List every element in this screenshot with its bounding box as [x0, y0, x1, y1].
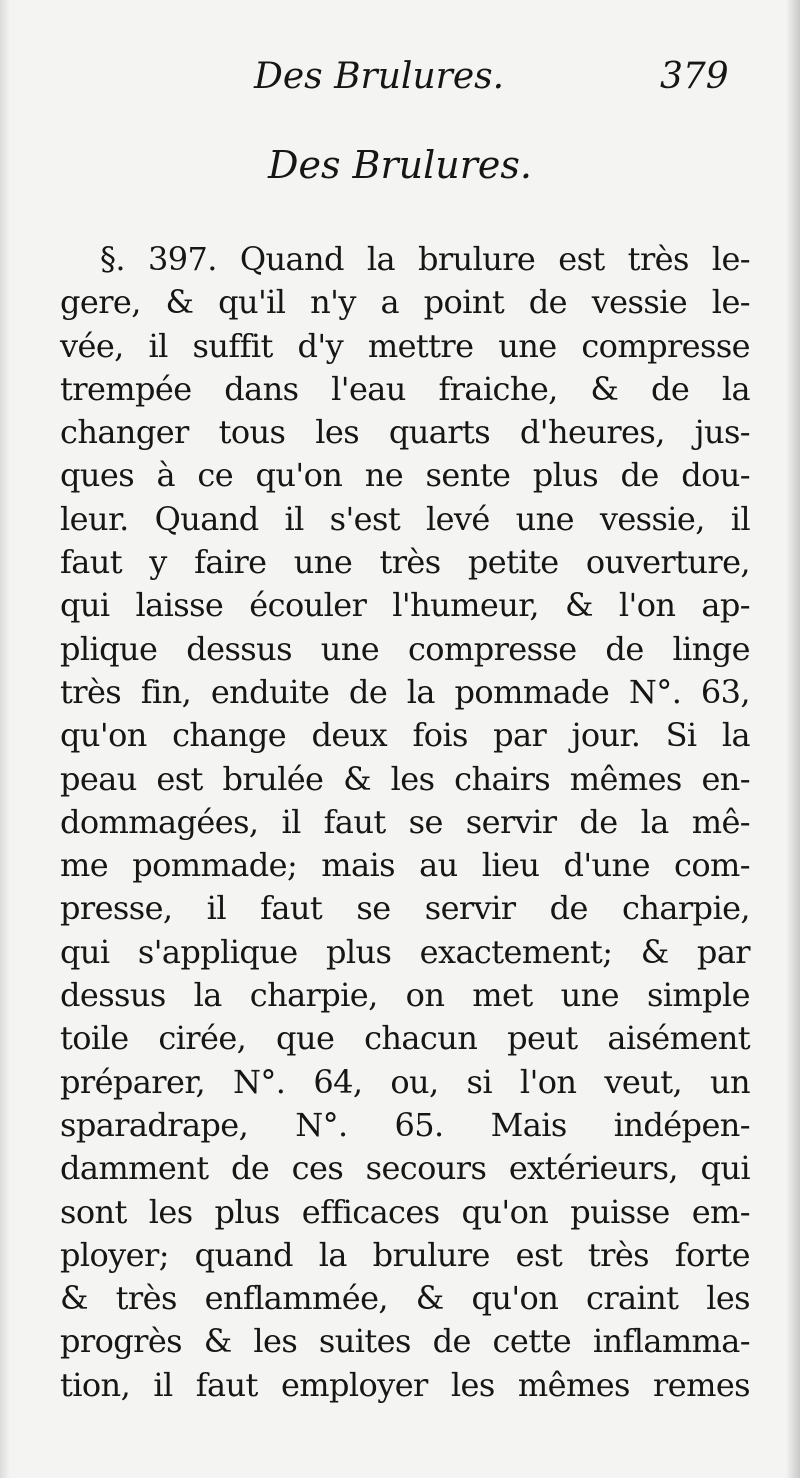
text-line: changer tous les quarts d'heures, jus-: [60, 413, 750, 452]
text-line: leur. Quand il s'est levé une vessie, il: [60, 499, 750, 538]
text-line: qu'on change deux fois par jour. Si la: [60, 716, 750, 755]
page-number: 379: [660, 56, 729, 97]
text-line: très fin, enduite de la pommade N°. 63,: [60, 672, 750, 711]
running-header: [0, 52, 800, 102]
text-line: préparer, N°. 64, ou, si l'on veut, un: [60, 1062, 750, 1101]
text-line: trempée dans l'eau fraiche, & de la: [60, 369, 750, 408]
text-line: peau est brulée & les chairs mêmes en-: [60, 759, 750, 798]
text-line: vée, il suffit d'y mettre une compresse: [60, 326, 750, 365]
text-line: ployer; quand la brulure est très forte: [60, 1235, 750, 1274]
text-line: toile cirée, que chacun peut aisément: [60, 1019, 750, 1058]
page-left-edge-shadow: [0, 0, 10, 1478]
text-line: faut y faire une très petite ouverture,: [60, 543, 750, 582]
text-line: damment de ces secours extérieurs, qui: [60, 1149, 750, 1188]
text-line: qui s'applique plus exactement; & par: [60, 932, 750, 971]
paragraph-text: [60, 238, 750, 1407]
text-line: dessus la charpie, on met une simple: [60, 976, 750, 1015]
text-line: sparadrape, N°. 65. Mais indépen-: [60, 1105, 750, 1144]
text-line: plique dessus une compresse de linge: [60, 629, 750, 668]
text-line: presse, il faut se servir de charpie,: [60, 889, 750, 928]
text-line: qui laisse écouler l'humeur, & l'on ap-: [60, 586, 750, 625]
section-heading: Des Brulures.: [268, 143, 532, 187]
page-right-edge-shadow: [786, 0, 800, 1478]
text-line: §. 397. Quand la brulure est très le-: [100, 240, 750, 278]
text-line: & très enflammée, & qu'on craint les: [60, 1279, 750, 1318]
text-line: dommagées, il faut se servir de la mê-: [60, 802, 750, 841]
text-line: me pommade; mais au lieu d'une com-: [60, 846, 750, 885]
text-line: ques à ce qu'on ne sente plus de dou-: [60, 456, 750, 495]
running-title: Des Brulures.: [254, 56, 505, 97]
text-line: progrès & les suites de cette inflamma-: [60, 1322, 750, 1361]
text-line: sont les plus efficaces qu'on puisse em-: [60, 1192, 750, 1231]
text-line: tion, il faut employer les mêmes remes: [60, 1365, 750, 1404]
text-line: gere, & qu'il n'y a point de vessie le-: [60, 283, 750, 322]
